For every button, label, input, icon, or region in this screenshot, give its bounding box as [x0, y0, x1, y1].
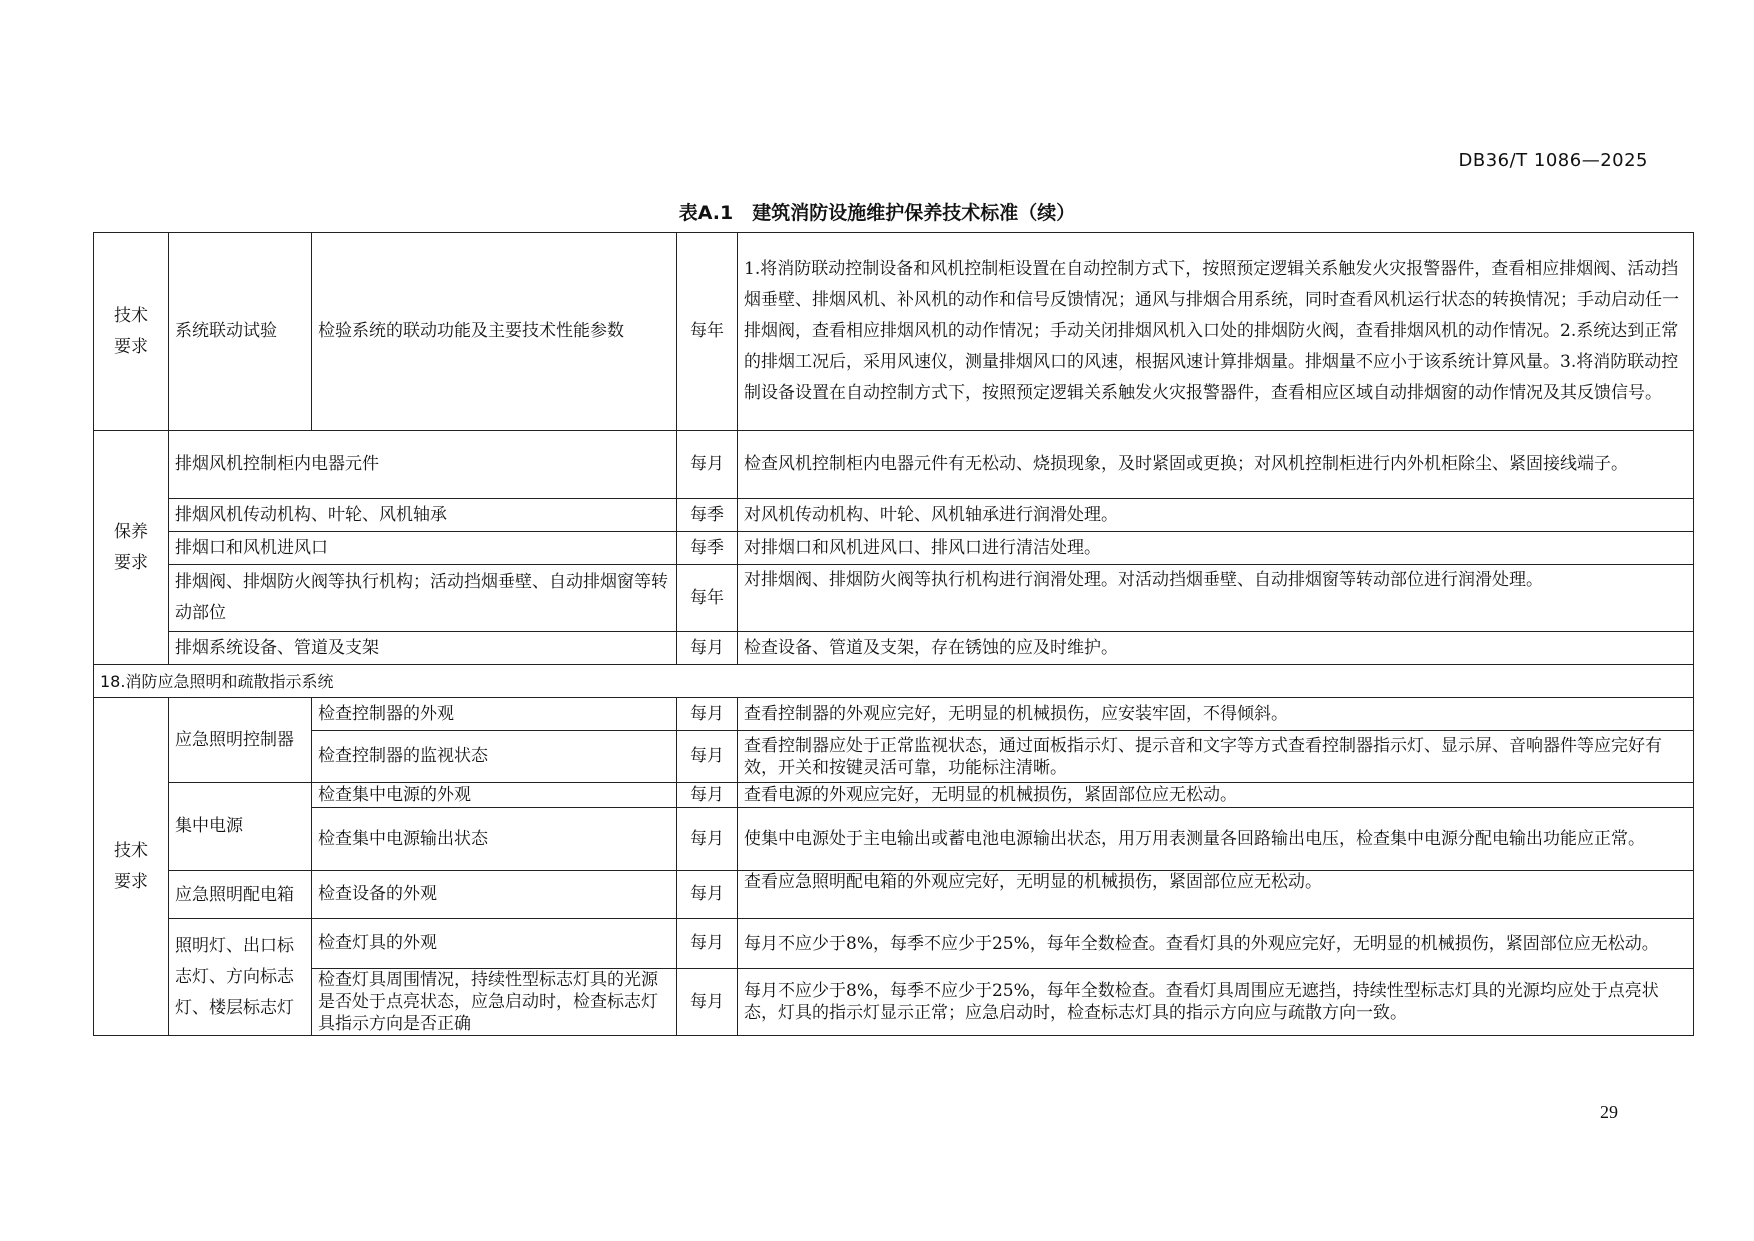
method-cell: 使集中电源处于主电输出或蓄电池电源输出状态，用万用表测量各回路输出电压，检查集中电源分配电输出功能应正常。: [738, 808, 1694, 871]
method-cell: 每月不应少于8%，每季不应少于25%，每年全数检查。查看灯具的外观应完好，无明显的机械损伤，紧固部位应无松动。: [738, 919, 1694, 969]
table-row: [94, 565, 1694, 632]
item-cell: 排烟阀、排烟防火阀等执行机构；活动挡烟垂壁、自动排烟窗等转动部位: [169, 565, 677, 632]
frequency-cell: 每月: [677, 632, 738, 665]
item-cell: 系统联动试验: [169, 233, 312, 431]
item-cell: 排烟系统设备、管道及支架: [169, 632, 677, 665]
method-cell: 对排烟口和风机进风口、排风口进行清洁处理。: [738, 532, 1694, 565]
frequency-cell: 每季: [677, 532, 738, 565]
table-row: [94, 808, 1694, 871]
table-row: [94, 431, 1694, 499]
category-cell: 技术要求: [94, 233, 169, 431]
frequency-cell: 每月: [677, 731, 738, 783]
method-cell: 对排烟阀、排烟防火阀等执行机构进行润滑处理。对活动挡烟垂壁、自动排烟窗等转动部位进行润滑处理。: [738, 565, 1694, 632]
content-cell: 检查集中电源输出状态: [312, 808, 677, 871]
table-row: [94, 919, 1694, 969]
item-cell: 排烟风机控制柜内电器元件: [169, 431, 677, 499]
table-row: [94, 532, 1694, 565]
section-title: 18.消防应急照明和疏散指示系统: [94, 665, 1694, 698]
frequency-cell: 每月: [677, 783, 738, 808]
table-row: [94, 731, 1694, 783]
method-cell: 对风机传动机构、叶轮、风机轴承进行润滑处理。: [738, 499, 1694, 532]
table-row: [94, 632, 1694, 665]
group-cell: 照明灯、出口标志灯、方向标志灯、楼层标志灯: [169, 919, 312, 1036]
frequency-cell: 每年: [677, 233, 738, 431]
method-cell: 查看控制器的外观应完好，无明显的机械损伤，应安装牢固，不得倾斜。: [738, 698, 1694, 731]
group-cell: 应急照明控制器: [169, 698, 312, 783]
category-cell: 保养要求: [94, 431, 169, 665]
table-row: [94, 698, 1694, 731]
content-cell: 检查集中电源的外观: [312, 783, 677, 808]
frequency-cell: 每月: [677, 919, 738, 969]
content-cell: 检查灯具的外观: [312, 919, 677, 969]
frequency-cell: 每季: [677, 499, 738, 532]
method-cell: 每月不应少于8%，每季不应少于25%，每年全数检查。查看灯具周围应无遮挡，持续性型标志灯具的光源均应处于点亮状态，灯具的指示灯显示正常；应急启动时，检查标志灯具的指示方向应与疏散方向一致。: [738, 969, 1694, 1036]
content-cell: 检验系统的联动功能及主要技术性能参数: [312, 233, 677, 431]
table-row: [94, 969, 1694, 1036]
table-row: [94, 499, 1694, 532]
table-row: [94, 233, 1694, 431]
page-number: 29: [1600, 1102, 1618, 1122]
method-cell: 查看控制器应处于正常监视状态，通过面板指示灯、提示音和文字等方式查看控制器指示灯、显示屏、音响器件等应完好有效，开关和按键灵活可靠，功能标注清晰。: [738, 731, 1694, 783]
method-cell: 1.将消防联动控制设备和风机控制柜设置在自动控制方式下，按照预定逻辑关系触发火灾报警器件，查看相应排烟阀、活动挡烟垂壁、排烟风机、补风机的动作和信号反馈情况；通风与排烟合用系统，同时查看风机运行状态的转换情况；手动启动任一排烟阀，查看相应排烟风机的动作情况；手动关闭排烟风机入口处的排烟防火阀，查看排烟风机的动作情况。2.系统达到正常的排烟工况后，采用风速仪，测量排烟风口的风速，根据风速计算排烟量。排烟量不应小于该系统计算风量。3.将消防联动控制设备设置在自动控制方式下，按照预定逻辑关系触发火灾报警器件，查看相应区域自动排烟窗的动作情况及其反馈信号。: [738, 233, 1694, 431]
group-cell: 应急照明配电箱: [169, 871, 312, 919]
section-row: [94, 665, 1694, 698]
content-cell: 检查灯具周围情况，持续性型标志灯具的光源是否处于点亮状态，应急启动时，检查标志灯具指示方向是否正确: [312, 969, 677, 1036]
method-cell: 查看电源的外观应完好，无明显的机械损伤，紧固部位应无松动。: [738, 783, 1694, 808]
content-cell: 检查控制器的监视状态: [312, 731, 677, 783]
method-cell: 查看应急照明配电箱的外观应完好，无明显的机械损伤，紧固部位应无松动。: [738, 871, 1694, 919]
table-row: [94, 871, 1694, 919]
group-cell: 集中电源: [169, 783, 312, 871]
method-cell: 检查风机控制柜内电器元件有无松动、烧损现象，及时紧固或更换；对风机控制柜进行内外机柜除尘、紧固接线端子。: [738, 431, 1694, 499]
table-caption: 表A.1 建筑消防设施维护保养技术标准（续）: [678, 202, 1076, 224]
content-cell: 检查控制器的外观: [312, 698, 677, 731]
frequency-cell: 每月: [677, 431, 738, 499]
frequency-cell: 每月: [677, 808, 738, 871]
frequency-cell: 每月: [677, 871, 738, 919]
method-cell: 检查设备、管道及支架，存在锈蚀的应及时维护。: [738, 632, 1694, 665]
table-row: [94, 783, 1694, 808]
standard-number: DB36/T 1086—2025: [1458, 150, 1648, 171]
frequency-cell: 每月: [677, 969, 738, 1036]
frequency-cell: 每月: [677, 698, 738, 731]
content-cell: 检查设备的外观: [312, 871, 677, 919]
item-cell: 排烟风机传动机构、叶轮、风机轴承: [169, 499, 677, 532]
category-cell: 技术要求: [94, 698, 169, 1036]
maintenance-table: [93, 232, 1694, 1036]
item-cell: 排烟口和风机进风口: [169, 532, 677, 565]
frequency-cell: 每年: [677, 565, 738, 632]
